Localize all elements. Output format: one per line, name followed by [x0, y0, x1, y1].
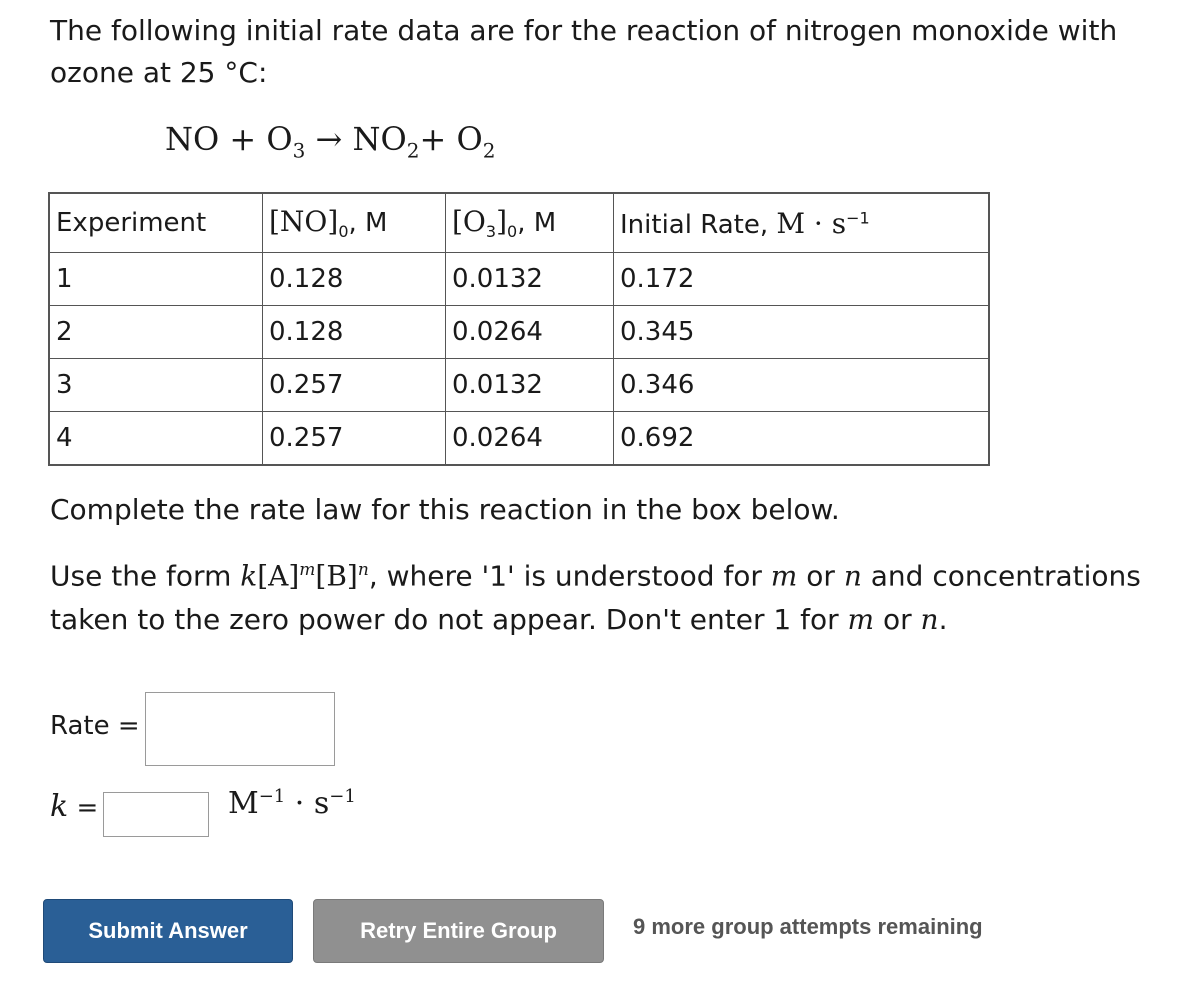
cell-rate: 0.346: [614, 359, 990, 412]
rate-data-table: [48, 192, 990, 466]
attempts-remaining: 9 more group attempts remaining: [633, 914, 983, 939]
cell-no: 0.128: [263, 253, 446, 306]
k-input[interactable]: [103, 792, 209, 837]
instruction-rate-form: Use the form $k[A]^m[B]^n$, where '1' is understood for m or n and concentrations taken to the zero power do not appear. Don't enter 1 for m or n.: [50, 559, 1141, 637]
table-row: [49, 306, 989, 359]
table-header-row: [49, 193, 989, 253]
table-row: [49, 359, 989, 412]
header-experiment: Experiment: [49, 193, 263, 253]
rate-input[interactable]: [145, 692, 335, 766]
cell-o3: 0.0264: [446, 306, 614, 359]
cell-o3: 0.0132: [446, 359, 614, 412]
table-row: [49, 412, 989, 466]
cell-experiment: 2: [49, 306, 263, 359]
instruction-line-1: Complete the rate law for this reaction in the box below.: [50, 493, 840, 526]
header-initial-rate: Initial Rate, $M \cdot s^{-1}$: [614, 193, 990, 253]
cell-no: 0.128: [263, 306, 446, 359]
table-row: [49, 253, 989, 306]
cell-no: 0.257: [263, 412, 446, 466]
reaction-equation: [165, 120, 495, 162]
reactant-no: NO: [165, 120, 220, 158]
product-o2: $O_2$: [456, 120, 496, 163]
header-no-concentration: $[NO]_0$, M: [263, 193, 446, 253]
retry-group-button[interactable]: Retry Entire Group: [313, 899, 604, 963]
cell-rate: 0.345: [614, 306, 990, 359]
plus-sign-2: +: [419, 120, 447, 158]
reactant-o3: $O_3$: [266, 120, 306, 163]
cell-experiment: 4: [49, 412, 263, 466]
plus-sign: +: [229, 120, 257, 158]
problem-intro: The following initial rate data are for the reaction of nitrogen monoxide with ozone at 25 °C:: [50, 14, 1118, 89]
cell-o3: 0.0132: [446, 253, 614, 306]
header-o3-concentration: $[O_3]_0$, M: [446, 193, 614, 253]
cell-o3: 0.0264: [446, 412, 614, 466]
k-label: k =: [50, 789, 99, 824]
cell-rate: 0.172: [614, 253, 990, 306]
submit-answer-button[interactable]: Submit Answer: [43, 899, 293, 963]
reaction-arrow: →: [315, 120, 343, 158]
k-unit: $M^{-1} \cdot s^{-1}$: [228, 786, 356, 821]
cell-no: 0.257: [263, 359, 446, 412]
cell-rate: 0.692: [614, 412, 990, 466]
cell-experiment: 1: [49, 253, 263, 306]
rate-label: Rate =: [50, 711, 140, 741]
cell-experiment: 3: [49, 359, 263, 412]
product-no2: $NO_2$: [352, 120, 420, 163]
